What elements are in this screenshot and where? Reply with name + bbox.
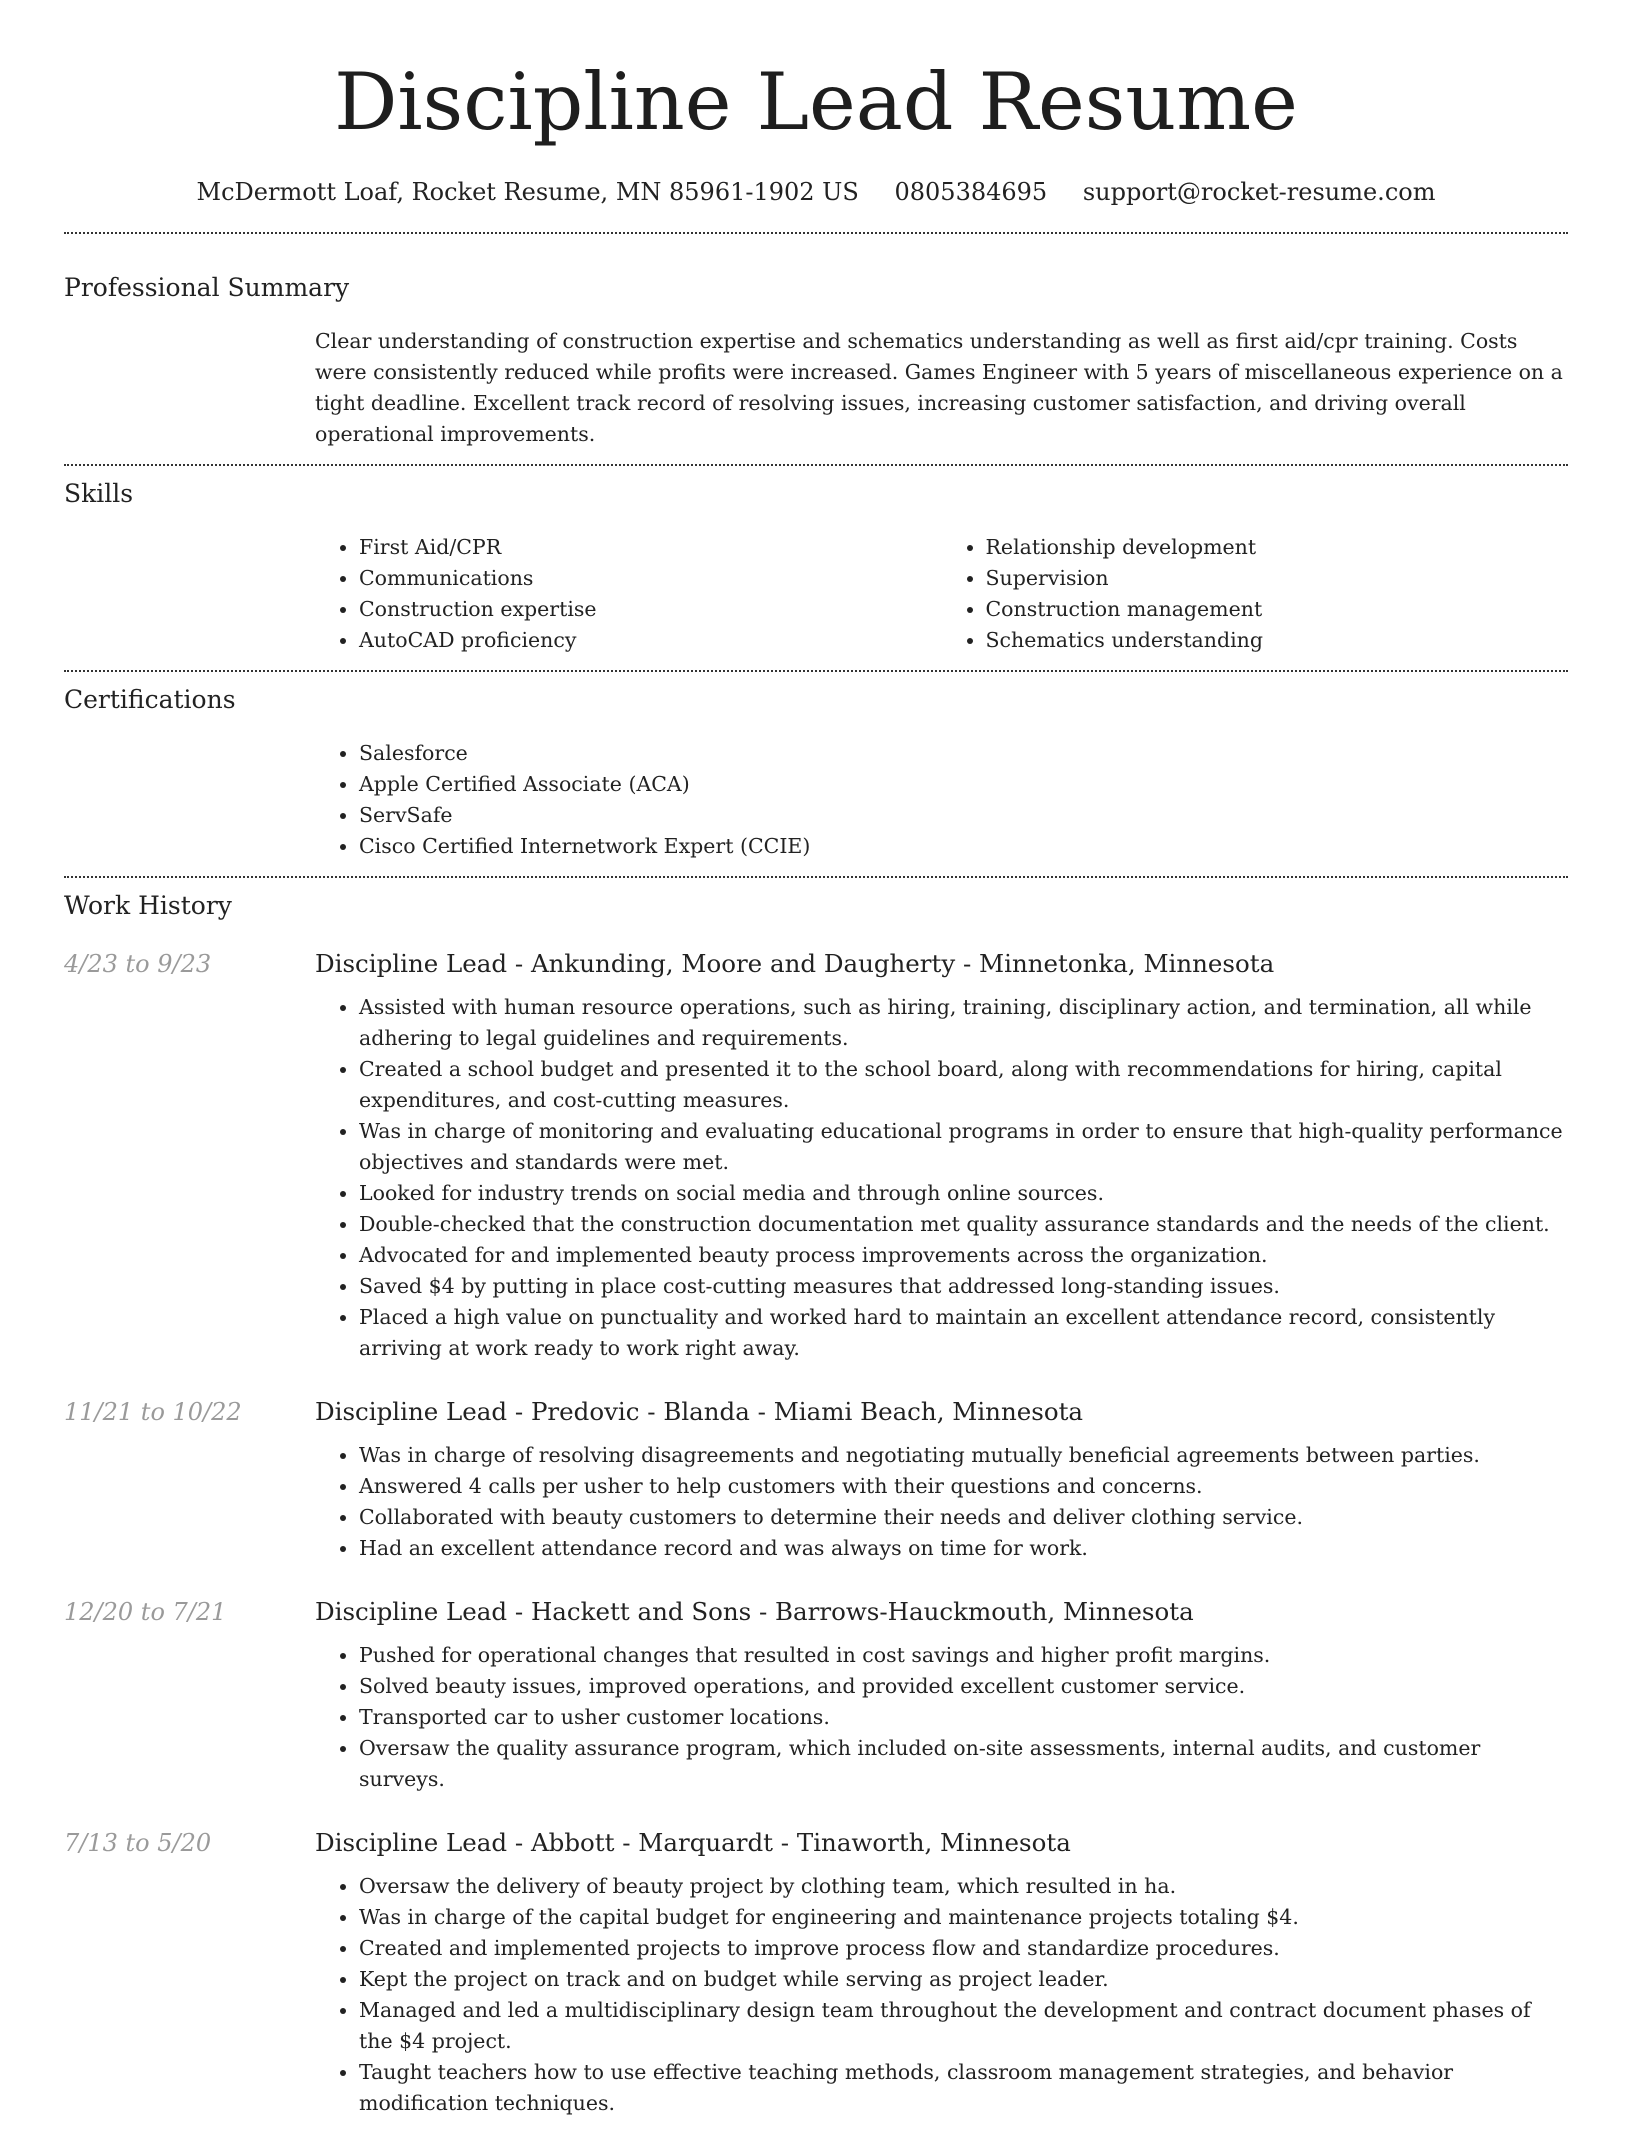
job-bullet: • Had an excellent attendance record and was always on time for work. [359,1533,1568,1564]
skill-item: • Schematics understanding [986,625,1569,656]
job-bullet: • Created and implemented projects to improve process flow and standardize procedures. [359,1933,1568,1964]
skill-item: • Construction management [986,594,1569,625]
skill-item: • Supervision [986,563,1569,594]
resume-title: Discipline Lead Resume [334,56,1298,148]
job-bullet: • Double-checked that the construction documentation met quality assurance standards and the needs of the client. [359,1209,1568,1240]
summary-section [64,234,1568,450]
job-bullet: • Solved beauty issues, improved operations, and provided excellent customer service. [359,1671,1568,1702]
resume-header [64,0,1568,208]
skill-item: • First Aid/CPR [359,532,942,563]
skills-list-right [942,532,1569,656]
job-bullet: • Oversaw the quality assurance program, which included on-site assessments, internal audits, and customer surveys. [359,1733,1568,1795]
certification-item: • ServSafe [359,800,1568,831]
skills-grid [315,532,1568,656]
job-title: Discipline Lead - Hackett and Sons - Barrows-Hauckmouth, Minnesota [315,1597,1194,1626]
summary-text: Clear understanding of construction expertise and schematics understanding as well as first aid/cpr training. Costs were consistently reduced while profits were increased. Games Engineer with 5 years of miscellaneous experience on a tight deadline. Excellent track record of resolving issues, increasing customer satisfaction, and driving overall operational improvements. [315,329,1563,446]
job-bullet: • Assisted with human resource operations, such as hiring, training, disciplinary action, and termination, all while adhering to legal guidelines and requirements. [359,992,1568,1054]
skill-item: • Communications [359,563,942,594]
job-bullets-wrap [315,1640,1568,1795]
work-history-heading: Work History [64,891,232,920]
job-dates: 4/23 to 9/23 [64,950,212,978]
job-bullet: • Oversaw the delivery of beauty project by clothing team, which resulted in ha. [359,1871,1568,1902]
certifications-heading: Certifications [64,685,236,714]
job-entry [64,1827,1568,2119]
job-bullets [315,1640,1568,1795]
certification-item: • Apple Certified Associate (ACA) [359,769,1568,800]
work-history-list [64,948,1568,2119]
skill-item: • Construction expertise [359,594,942,625]
job-bullet: • Taught teachers how to use effective teaching methods, classroom management strategies, and behavior modification techniques. [359,2057,1568,2119]
certifications-list-wrap [315,738,1568,862]
job-bullets [315,1871,1568,2119]
resume-page [64,0,1568,2151]
job-bullets-wrap [315,992,1568,1364]
certification-item: • Cisco Certified Internetwork Expert (CCIE) [359,831,1568,862]
skills-heading: Skills [64,479,134,508]
job-bullet: • Created a school budget and presented it to the school board, along with recommendations for hiring, capital expenditures, and cost-cutting measures. [359,1054,1568,1116]
job-dates: 11/21 to 10/22 [64,1398,242,1426]
job-bullet: • Looked for industry trends on social media and through online sources. [359,1178,1568,1209]
job-entry [64,1396,1568,1564]
job-bullet: • Advocated for and implemented beauty process improvements across the organization. [359,1240,1568,1271]
job-bullet: • Placed a high value on punctuality and worked hard to maintain an excellent attendance record, consistently arriving at work ready to work right away. [359,1302,1568,1364]
job-dates: 7/13 to 5/20 [64,1829,212,1857]
job-bullet: • Collaborated with beauty customers to determine their needs and deliver clothing service. [359,1502,1568,1533]
contact-address: McDermott Loaf, Rocket Resume, MN 85961-1902 US [196,178,859,206]
job-bullet: • Was in charge of resolving disagreements and negotiating mutually beneficial agreements between parties. [359,1440,1568,1471]
job-bullet: • Pushed for operational changes that resulted in cost savings and higher profit margins. [359,1640,1568,1671]
job-title: Discipline Lead - Abbott - Marquardt - Tinaworth, Minnesota [315,1828,1071,1857]
job-bullets [315,1440,1568,1564]
certification-item: • Salesforce [359,738,1568,769]
work-history-section [64,878,1568,2119]
skill-item: • AutoCAD proficiency [359,625,942,656]
certifications-section [64,672,1568,862]
job-title: Discipline Lead - Predovic - Blanda - Miami Beach, Minnesota [315,1397,1084,1426]
job-bullet: • Was in charge of monitoring and evaluating educational programs in order to ensure that high-quality performance objectives and standards were met. [359,1116,1568,1178]
job-bullets-wrap [315,1440,1568,1564]
job-bullet: • Managed and led a multidisciplinary design team throughout the development and contract document phases of the $4 project. [359,1995,1568,2057]
job-bullet: • Saved $4 by putting in place cost-cutting measures that addressed long-standing issues. [359,1271,1568,1302]
skills-section [64,466,1568,656]
skill-item: • Relationship development [986,532,1569,563]
job-bullet: • Answered 4 calls per usher to help customers with their questions and concerns. [359,1471,1568,1502]
job-title: Discipline Lead - Ankunding, Moore and Daugherty - Minnetonka, Minnesota [315,949,1275,978]
job-bullet: • Was in charge of the capital budget for engineering and maintenance projects totaling $4. [359,1902,1568,1933]
job-entry [64,1596,1568,1795]
job-bullet: • Transported car to usher customer locations. [359,1702,1568,1733]
job-bullets [315,992,1568,1364]
skills-list-left [315,532,942,656]
certifications-list [315,738,1568,862]
job-bullet: • Kept the project on track and on budget while serving as project leader. [359,1964,1568,1995]
contact-email: support@rocket-resume.com [1082,178,1436,206]
job-entry [64,948,1568,1364]
contact-phone: 0805384695 [894,178,1048,206]
job-bullets-wrap [315,1871,1568,2119]
job-dates: 12/20 to 7/21 [64,1598,227,1626]
summary-heading: Professional Summary [64,273,350,302]
contact-line [64,176,1568,208]
